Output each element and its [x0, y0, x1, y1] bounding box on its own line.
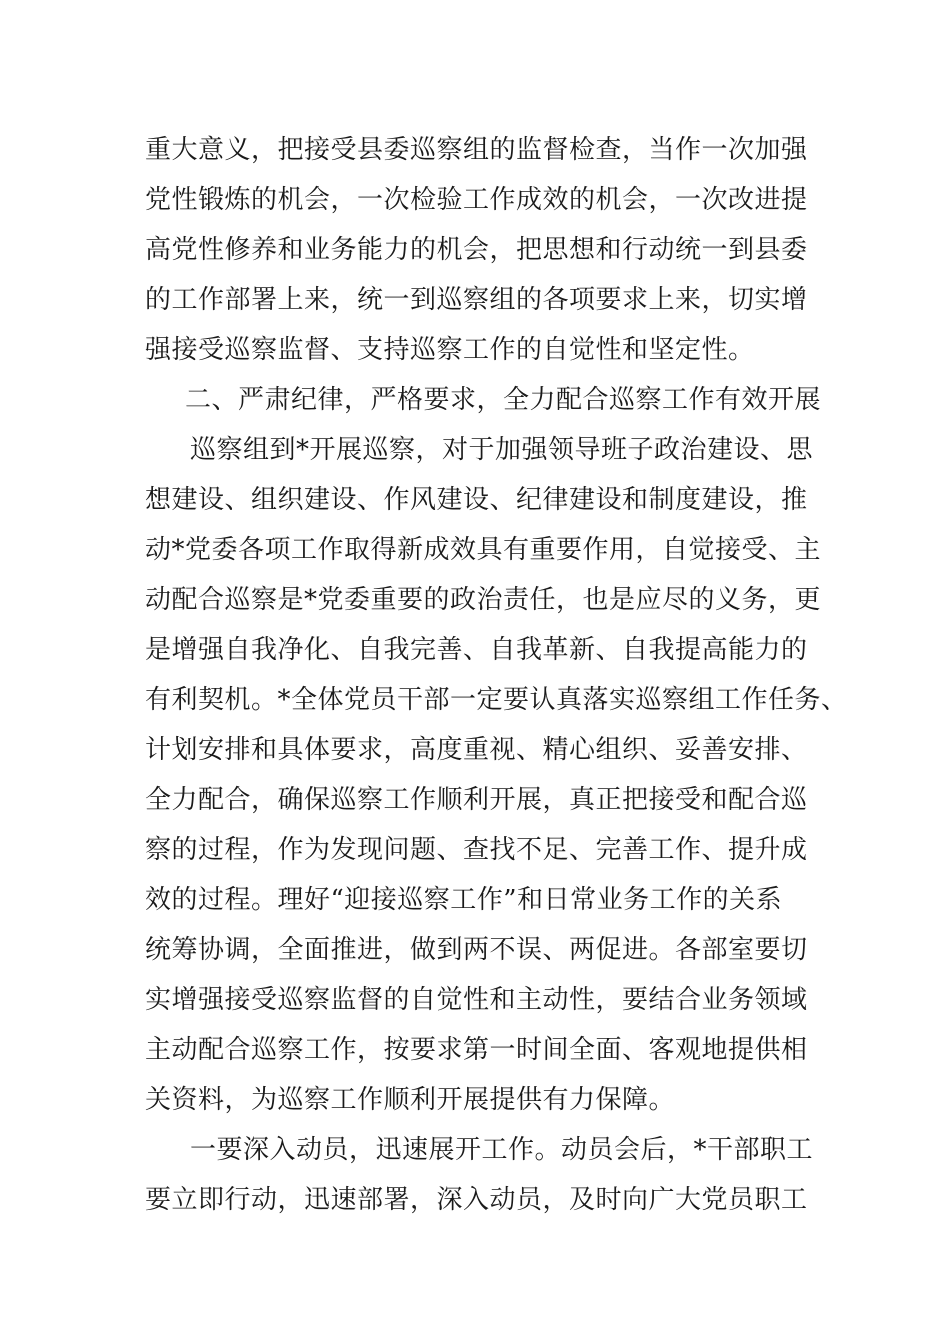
text-line: 是增强自我净化、自我完善、自我革新、自我提高能力的	[145, 635, 808, 665]
text-line: 强接受巡察监督、支持巡察工作的自觉性和坚定性。	[145, 335, 755, 365]
text-line: 党性锻炼的机会，一次检验工作成效的机会，一次改进提	[145, 185, 808, 215]
text-line: 重大意义，把接受县委巡察组的监督检查，当作一次加强	[145, 135, 808, 165]
text-line: 高党性修养和业务能力的机会，把思想和行动统一到县委	[145, 235, 808, 265]
text-line: 计划安排和具体要求，高度重视、精心组织、妥善安排、	[145, 735, 808, 765]
text-line: 动*党委各项工作取得新成效具有重要作用，自觉接受、主	[145, 535, 822, 565]
text-line: 察的过程，作为发现问题、查找不足、完善工作、提升成	[145, 835, 808, 865]
paragraph-start-line: 巡察组到*开展巡察，对于加强领导班子政治建设、思	[190, 435, 814, 465]
text-line: 有利契机。*全体党员干部一定要认真落实巡察组工作任务、	[145, 685, 848, 715]
text-line: 全力配合，确保巡察工作顺利开展，真正把接受和配合巡	[145, 785, 808, 815]
text-line: 主动配合巡察工作，按要求第一时间全面、客观地提供相	[145, 1035, 808, 1065]
text-line: 的工作部署上来，统一到巡察组的各项要求上来，切实增	[145, 285, 808, 315]
section-heading: 二、严肃纪律，严格要求，全力配合巡察工作有效开展	[185, 385, 822, 415]
paragraph-start-line: 一要深入动员，迅速展开工作。动员会后，*干部职工	[190, 1135, 814, 1165]
text-line: 要立即行动，迅速部署，深入动员，及时向广大党员职工	[145, 1185, 808, 1215]
text-line: 实增强接受巡察监督的自觉性和主动性，要结合业务领域	[145, 985, 808, 1015]
text-line: 关资料，为巡察工作顺利开展提供有力保障。	[145, 1085, 676, 1115]
text-line: 动配合巡察是*党委重要的政治责任，也是应尽的义务，更	[145, 585, 822, 615]
text-line: 统筹协调，全面推进，做到两不误、两促进。各部室要切	[145, 935, 808, 965]
text-line: 想建设、组织建设、作风建设、纪律建设和制度建设，推	[145, 485, 808, 515]
text-line: 效的过程。理好“迎接巡察工作”和日常业务工作的关系	[145, 885, 783, 915]
